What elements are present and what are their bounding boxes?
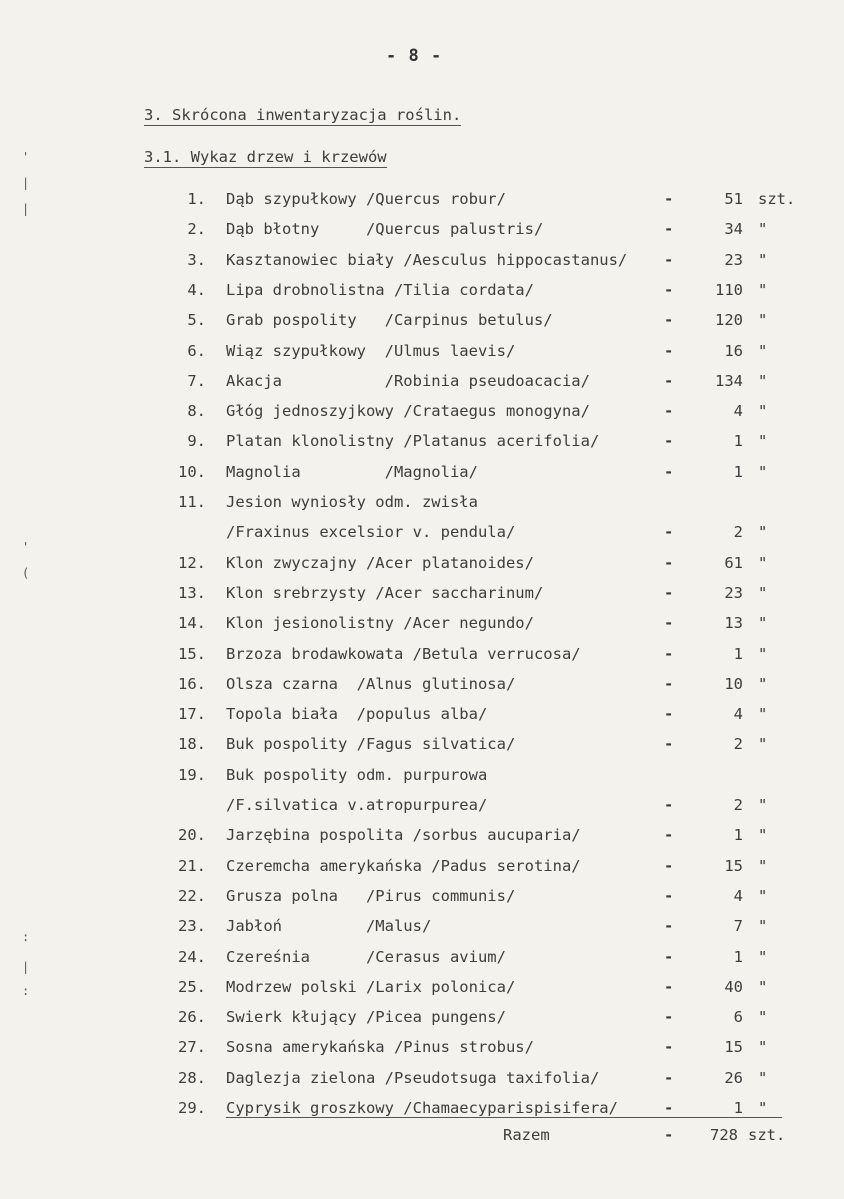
item-dash: - [664,523,674,541]
item-unit: " [758,523,768,541]
total-count: 728 [710,1126,738,1144]
total-rule [226,1117,782,1118]
item-number: 15. [178,645,206,663]
item-name: Buk pospolity odm. purpurowa [226,766,488,784]
list-item [0,1069,844,1093]
list-item [0,826,844,850]
item-count: 134 [715,372,743,390]
item-count: 2 [733,796,743,814]
item-unit: " [758,281,768,299]
item-count: 2 [733,735,743,753]
item-number: 25. [178,978,206,996]
item-dash: - [664,554,674,572]
total-row [0,1126,844,1150]
item-name: Jarzębina pospolita /sorbus aucuparia/ [226,826,581,844]
list-item [0,796,844,820]
item-name: Magnolia /Magnolia/ [226,463,478,481]
item-number: 23. [178,917,206,935]
list-item [0,342,844,366]
item-unit: " [758,978,768,996]
item-dash: - [664,220,674,238]
item-dash: - [664,1069,674,1087]
item-count: 40 [724,978,743,996]
item-number: 19. [178,766,206,784]
item-number: 20. [178,826,206,844]
item-unit: " [758,432,768,450]
item-unit: " [758,220,768,238]
item-dash: - [664,584,674,602]
item-number: 2. [187,220,206,238]
item-unit: " [758,1069,768,1087]
item-number: 13. [178,584,206,602]
item-number: 9. [187,432,206,450]
item-dash: - [664,614,674,632]
margin-mark: ' [22,540,30,554]
list-item [0,766,844,790]
margin-mark: | [22,202,30,216]
item-count: 23 [724,251,743,269]
item-dash: - [664,251,674,269]
item-dash: - [664,432,674,450]
item-dash: - [664,887,674,905]
item-count: 1 [733,1099,743,1117]
item-dash: - [664,978,674,996]
item-unit: " [758,584,768,602]
item-dash: - [664,190,674,208]
item-number: 14. [178,614,206,632]
item-number: 8. [187,402,206,420]
list-item [0,1099,844,1123]
list-item [0,281,844,305]
item-count: 7 [733,917,743,935]
list-item [0,432,844,456]
item-count: 51 [724,190,743,208]
item-unit: szt. [758,190,796,208]
list-item [0,1008,844,1032]
item-count: 110 [715,281,743,299]
item-number: 1. [187,190,206,208]
item-dash: - [664,1008,674,1026]
item-name: Głóg jednoszyjkowy /Crataegus monogyna/ [226,402,590,420]
item-name: /F.silvatica v.atropurpurea/ [226,796,488,814]
item-name: Czeremcha amerykańska /Padus serotina/ [226,857,581,875]
item-number: 27. [178,1038,206,1056]
item-number: 4. [187,281,206,299]
list-item [0,220,844,244]
item-count: 4 [733,887,743,905]
item-number: 7. [187,372,206,390]
list-item [0,493,844,517]
item-unit: " [758,1099,768,1117]
item-dash: - [664,342,674,360]
item-count: 120 [715,311,743,329]
item-name: Akacja /Robinia pseudoacacia/ [226,372,590,390]
item-dash: - [664,281,674,299]
item-name: /Fraxinus excelsior v. pendula/ [226,523,516,541]
item-count: 2 [733,523,743,541]
item-number: 17. [178,705,206,723]
list-item [0,402,844,426]
list-item [0,523,844,547]
list-item [0,675,844,699]
total-unit: szt. [748,1126,786,1144]
item-number: 6. [187,342,206,360]
item-name: Swierk kłujący /Picea pungens/ [226,1008,506,1026]
item-unit: " [758,463,768,481]
item-name: Platan klonolistny /Platanus acerifolia/ [226,432,600,450]
item-count: 6 [733,1008,743,1026]
list-item [0,372,844,396]
item-count: 1 [733,645,743,663]
margin-mark: ( [22,566,30,580]
item-name: Cyprysik groszkowy /Chamaecyparispisifera/ [226,1099,618,1117]
list-item [0,614,844,638]
item-number: 22. [178,887,206,905]
item-dash: - [664,1099,674,1117]
item-count: 4 [733,705,743,723]
item-number: 11. [178,493,206,511]
total-dash: - [664,1126,674,1144]
item-name: Dąb szypułkowy /Quercus robur/ [226,190,506,208]
item-name: Grusza polna /Pirus communis/ [226,887,516,905]
item-unit: " [758,1008,768,1026]
item-unit: " [758,342,768,360]
list-item [0,251,844,275]
list-item [0,584,844,608]
list-item [0,887,844,911]
item-count: 23 [724,584,743,602]
item-dash: - [664,402,674,420]
item-name: Topola biała /populus alba/ [226,705,488,723]
item-count: 1 [733,432,743,450]
item-count: 34 [724,220,743,238]
item-count: 1 [733,948,743,966]
list-item [0,463,844,487]
item-dash: - [664,463,674,481]
item-number: 21. [178,857,206,875]
section-heading: 3. Skrócona inwentaryzacja roślin. [144,106,462,124]
margin-mark: | [22,960,30,974]
item-count: 26 [724,1069,743,1087]
list-item [0,554,844,578]
item-name: Jabłoń /Malus/ [226,917,432,935]
item-dash: - [664,705,674,723]
item-count: 13 [724,614,743,632]
item-dash: - [664,675,674,693]
margin-mark: ' [22,150,30,164]
item-name: Wiąz szypułkowy /Ulmus laevis/ [226,342,516,360]
item-dash: - [664,948,674,966]
item-name: Kasztanowiec biały /Aesculus hippocastanus/ [226,251,628,269]
item-unit: " [758,735,768,753]
item-dash: - [664,645,674,663]
item-count: 15 [724,857,743,875]
item-unit: " [758,887,768,905]
item-unit: " [758,645,768,663]
item-name: Klon jesionolistny /Acer negundo/ [226,614,534,632]
item-name: Dąb błotny /Quercus palustris/ [226,220,544,238]
item-name: Lipa drobnolistna /Tilia cordata/ [226,281,534,299]
item-unit: " [758,857,768,875]
list-item [0,1038,844,1062]
item-count: 10 [724,675,743,693]
item-number: 26. [178,1008,206,1026]
item-unit: " [758,948,768,966]
item-number: 16. [178,675,206,693]
item-name: Klon srebrzysty /Acer saccharinum/ [226,584,544,602]
list-item [0,705,844,729]
item-count: 61 [724,554,743,572]
list-item [0,645,844,669]
item-unit: " [758,796,768,814]
item-number: 10. [178,463,206,481]
item-number: 3. [187,251,206,269]
margin-mark: : [22,930,30,944]
item-dash: - [664,857,674,875]
item-dash: - [664,917,674,935]
item-number: 5. [187,311,206,329]
item-name: Czereśnia /Cerasus avium/ [226,948,506,966]
list-item [0,735,844,759]
item-count: 4 [733,402,743,420]
margin-mark: : [22,984,30,998]
item-number: 29. [178,1099,206,1117]
item-name: Buk pospolity /Fagus silvatica/ [226,735,516,753]
item-unit: " [758,372,768,390]
item-dash: - [664,311,674,329]
item-number: 12. [178,554,206,572]
item-count: 15 [724,1038,743,1056]
item-dash: - [664,735,674,753]
item-dash: - [664,372,674,390]
item-unit: " [758,554,768,572]
item-number: 24. [178,948,206,966]
item-name: Sosna amerykańska /Pinus strobus/ [226,1038,534,1056]
item-unit: " [758,1038,768,1056]
item-name: Jesion wyniosły odm. zwisła [226,493,478,511]
list-item [0,857,844,881]
item-unit: " [758,917,768,935]
item-name: Brzoza brodawkowata /Betula verrucosa/ [226,645,581,663]
item-name: Klon zwyczajny /Acer platanoides/ [226,554,534,572]
item-name: Modrzew polski /Larix polonica/ [226,978,516,996]
item-unit: " [758,251,768,269]
item-unit: " [758,402,768,420]
item-name: Olsza czarna /Alnus glutinosa/ [226,675,516,693]
item-unit: " [758,826,768,844]
margin-mark: | [22,176,30,190]
item-count: 1 [733,826,743,844]
list-item [0,978,844,1002]
list-item [0,190,844,214]
item-dash: - [664,1038,674,1056]
subsection-heading: 3.1. Wykaz drzew i krzewów [144,148,387,166]
item-unit: " [758,705,768,723]
item-count: 1 [733,463,743,481]
item-dash: - [664,796,674,814]
total-label: Razem [503,1126,550,1144]
item-number: 28. [178,1069,206,1087]
item-unit: " [758,675,768,693]
item-name: Grab pospolity /Carpinus betulus/ [226,311,553,329]
item-dash: - [664,826,674,844]
item-number: 18. [178,735,206,753]
list-item [0,917,844,941]
item-unit: " [758,311,768,329]
list-item [0,311,844,335]
item-name: Daglezja zielona /Pseudotsuga taxifolia/ [226,1069,600,1087]
item-unit: " [758,614,768,632]
item-count: 16 [724,342,743,360]
page-number: - 8 - [386,46,443,66]
list-item [0,948,844,972]
